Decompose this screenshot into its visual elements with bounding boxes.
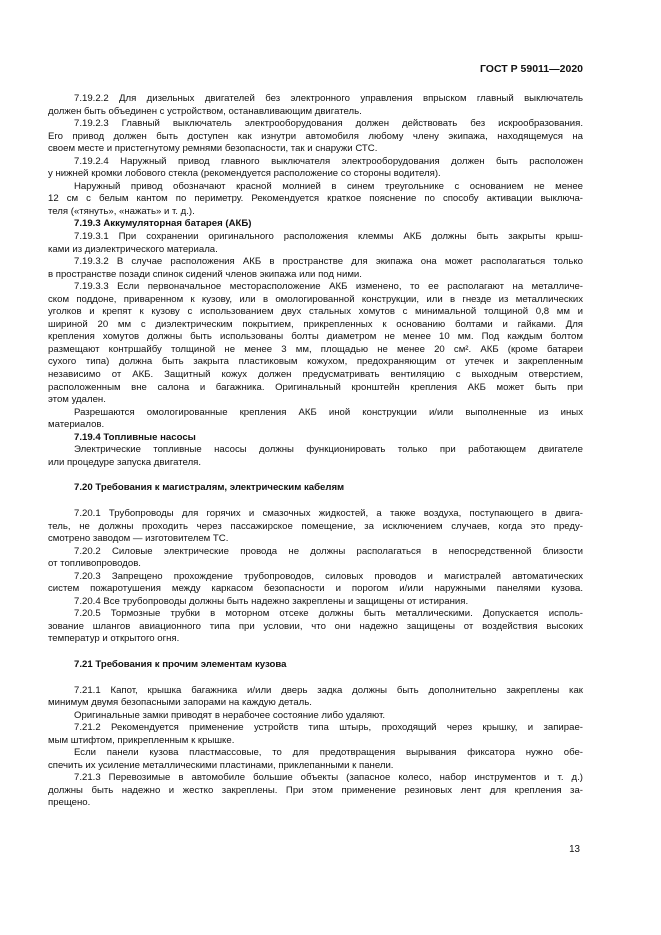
text-line: 7.21.2 Рекомендуется применение устройств типа штырь, проходящий через крышку, и запирае- [74,722,583,734]
text-line: сухого типа) должна быть закрыта пластиковым кожухом, предохраняющим от утечек и закрепленным [48,356,583,368]
text-line: 7.19.2.2 Для дизельных двигателей без электронного управления впрыском главный выключатель [74,93,583,104]
text-line: систем пожаротушения между каркасом безопасности и порогом и/или наружными панелями кузова. [48,583,583,595]
section-heading: 7.21 Требования к прочим элементам кузова [74,658,287,670]
text-line: Его привод должен быть доступен как изнутри автомобиля любому члену экипажа, находящемуся на [48,130,583,142]
page-number: 13 [569,844,580,855]
text-line: независимо от АКБ. Защитный кожух должен предусматривать вентиляцию с выходным отверстием, [48,369,583,381]
section-heading: 7.19.4 Топливные насосы [74,431,196,443]
text-line: ском поддоне, приваренном к кузову, или в омологированной конструкции, или в гнезде из металлических [48,293,583,305]
text-line: Оригинальные замки приводят в нерабочее состояние либо удаляют. [74,709,386,721]
text-line: Наружный привод обозначают красной молнией в синем треугольнике с основанием не менее [74,180,583,192]
document-body [48,93,583,810]
text-line: 7.21.3 Перевозимые в автомобиле большие объекты (запасное колесо, набор инструментов и т. д.) [74,772,583,784]
text-line: размещают контршайбу толщиной не менее 3 мм, площадью не менее 20 см². АКБ (кроме батареи [48,343,583,355]
text-line: 7.19.2.4 Наружный привод главного выключателя электрооборудования должен быть расположен [74,155,583,167]
text-line: тель, не должны проходить через пассажирское помещение, за исключением случаев, когда это преду- [48,520,583,532]
text-line: 7.19.3.3 Если первоначальное месторасположение АКБ изменено, то ее располагают на металличе- [74,281,583,293]
text-line: 7.20.2 Силовые электрические провода не должны располагаться в непосредственной близости [74,545,583,557]
text-line: от топливопроводов. [48,558,141,570]
text-line: должны быть надежно и жестко закреплены. При этом применение резиновых лент для крепления за- [48,784,583,796]
text-line: крепления хомутов должны быть использованы болты диаметром не менее 10 мм. Под каждым болтом [48,331,583,343]
text-line: 7.20.1 Трубопроводы для горячих и смазочных жидкостей, а также воздуха, поступающего в двига- [74,507,583,519]
text-line: 7.20.4 Все трубопроводы должны быть надежно закреплены и защищены от истирания. [74,595,469,607]
text-line: 7.20.3 Запрещено прохождение трубопроводов, силовых проводов и магистралей автоматических [74,570,583,582]
text-line: должен быть объединен с устройством, останавливающим двигатель. [48,105,362,117]
text-line: или процедуре запуска двигателя. [48,456,202,468]
section-heading: 7.19.3 Аккумуляторная батарея (АКБ) [74,218,252,230]
text-line: 7.19.3.1 При сохранении оригинального расположения клеммы АКБ должны быть закрыты крыш- [74,231,583,243]
text-line: 7.19.2.3 Главный выключатель электрооборудования должен действовать без искрообразования. [74,118,583,130]
text-line: температур и открытого огня. [48,633,180,645]
text-line: спечить их усиление металлическими пластинами, приклепанными к панели. [48,759,394,771]
text-line: этом удален. [48,394,106,406]
text-line: шириной 20 мм с диэлектрическим покрытием, прикрепленных к основанию болтами и гайками. Для [48,318,583,330]
text-line: смотрено заводом — изготовителем ТС. [48,533,229,545]
text-line: мым штифтом, прикрепленным к крышке. [48,734,235,746]
text-line: 12 см с белым кантом по периметру. Рекомендуется краткое пояснение по способу активации выключа- [48,193,583,205]
text-line: 7.19.3.2 В случае расположения АКБ в пространстве для экипажа она может располагаться только [74,256,583,268]
text-line: 7.20.5 Тормозные трубки в моторном отсеке должны быть металлическими. Допускается исполь- [74,608,583,620]
text-line: Электрические топливные насосы должны функционировать только при работающем двигателе [74,444,583,456]
text-line: у нижней кромки лобового стекла (рекомендуется расположение со стороны водителя). [48,168,441,180]
text-line: своем месте и пристегнутому ремнями безопасности, так и снаружи СТС. [48,143,378,155]
text-line: Разрешаются омологированные крепления АКБ иной конструкции и/или выполненные из иных [74,406,583,418]
text-line: в пространстве позади спинок сидений членов экипажа или под ними. [48,268,362,280]
section-heading: 7.20 Требования к магистралям, электрическим кабелям [74,482,345,494]
text-line: материалов. [48,419,105,431]
text-line: теля («тянуть», «нажать» и т. д.). [48,205,195,217]
text-line: Если панели кузова пластмассовые, то для предотвращения вырывания фиксатора нужно обе- [74,747,583,759]
text-line: расположенным вне салона и багажника. Оригинальный кронштейн крепления АКБ может быть при [48,381,583,393]
text-line: ками из диэлектрического материала. [48,243,218,255]
text-line: зование шлангов авиационного типа при условии, что они надежно защищены от воздействия высоких [48,620,583,632]
text-line: прещено. [48,797,91,809]
text-line: минимум двумя безопасными запорами на каждую деталь. [48,697,312,709]
text-line: 7.21.1 Капот, крышка багажника и/или дверь задка должны быть дополнительно закреплены как [74,684,583,696]
text-line: уголков и крепят к кузову с использованием двух стальных хомутов с минимальной толщиной 0,8 мм и [48,306,583,318]
document-code: ГОСТ Р 59011—2020 [479,63,583,75]
